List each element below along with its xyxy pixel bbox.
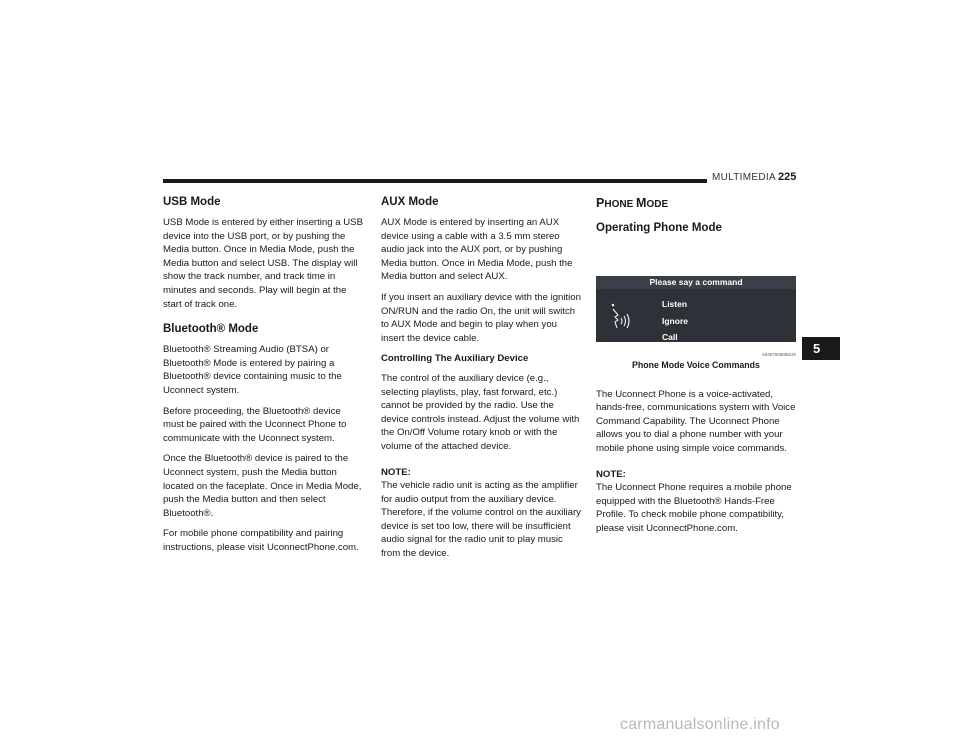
aux-paragraph-1: AUX Mode is entered by inserting an AUX device using a cable with a 3.5 mm stereo audio jack into the AUX port, or by pushing Media button. Once in Media Mode, push the Media button and select AUX. (381, 217, 573, 283)
running-header-section: MULTIMEDIA (712, 172, 776, 183)
column-left (163, 193, 363, 561)
page-number: 225 (778, 171, 797, 183)
bluetooth-mode-heading: Bluetooth® Mode (163, 323, 259, 336)
voice-command-screen (596, 276, 796, 342)
header-rule (163, 179, 707, 183)
phone-note (596, 468, 796, 536)
command-listen: Listen (662, 299, 688, 309)
phone-mode-heading: PHONE MODE (596, 196, 669, 210)
command-call: Call (662, 332, 678, 342)
chapter-tab: 5 (802, 337, 840, 360)
watermark: carmanualsonline.info (620, 716, 780, 733)
bluetooth-paragraph-1: Bluetooth® Streaming Audio (BTSA) or Bluetooth® Mode is entered by pairing a Bluetooth® device containing music to the Uconnect system. (163, 344, 342, 396)
aux-note (381, 466, 581, 561)
usb-mode-text: USB Mode is entered by either inserting a USB device into the USB port, or by pushing the Media button. Once in Media Mode, push the Media button and select USB. The display will show the track number, and track time in minutes and seconds. Play will begin at the start of track one. (163, 217, 363, 310)
command-ignore: Ignore (662, 316, 688, 326)
phone-note-text: The Uconnect Phone requires a mobile phone equipped with the Bluetooth® Hands-Free Profile. To check mobile phone compatibility, please visit UconnectPhone.com. (596, 482, 792, 534)
figure-code: A0407000006US (761, 352, 796, 357)
column-right (596, 193, 796, 543)
note-label: NOTE: (596, 468, 626, 480)
screen-header: Please say a command (596, 276, 796, 289)
operating-phone-mode-heading: Operating Phone Mode (596, 222, 722, 234)
note-label: NOTE: (381, 466, 411, 478)
figure-caption: Phone Mode Voice Commands (632, 360, 760, 370)
aux-paragraph-2: If you insert an auxiliary device with the ignition ON/RUN and the radio On, the unit will switch to AUX Mode and begin to play when you insert the device cable. (381, 291, 581, 344)
phone-paragraph-1: The Uconnect Phone is a voice-activated, hands-free, communications system with Voice Command Capability. The Uconnect Phone allows you to dial a phone number with your mobile phone using simple voice commands. (596, 388, 796, 454)
aux-mode-heading: AUX Mode (381, 196, 439, 208)
controlling-aux-text: The control of the auxiliary device (e.g., selecting playlists, play, fast forward, etc.) cannot be provided by the radio. Use the device controls instead. Adjust the volume with the On/Off Volume rotary knob or with the volume of the attached device. (381, 372, 580, 452)
aux-note-text: The vehicle radio unit is acting as the amplifier for audio output from the auxiliary device. Therefore, if the volume control on the auxiliary device is set too low, there will be insufficient audio signal for the radio unit to play music from the device. (381, 480, 581, 560)
column-middle (381, 193, 581, 568)
usb-mode-heading: USB Mode (163, 196, 221, 208)
bluetooth-paragraph-2: Before proceeding, the Bluetooth® device must be paired with the Uconnect Phone to communicate with the Uconnect system. (163, 405, 347, 444)
bluetooth-paragraph-4: For mobile phone compatibility and pairing instructions, please visit UconnectPhone.com. (163, 528, 359, 553)
controlling-aux-heading: Controlling The Auxiliary Device (381, 353, 529, 365)
bluetooth-paragraph-3: Once the Bluetooth® device is paired to the Uconnect system, push the Media button located on the faceplate. Once in Media Mode, push the Media button and then select Bluetooth®. (163, 453, 362, 519)
voice-speaking-icon (610, 300, 632, 332)
